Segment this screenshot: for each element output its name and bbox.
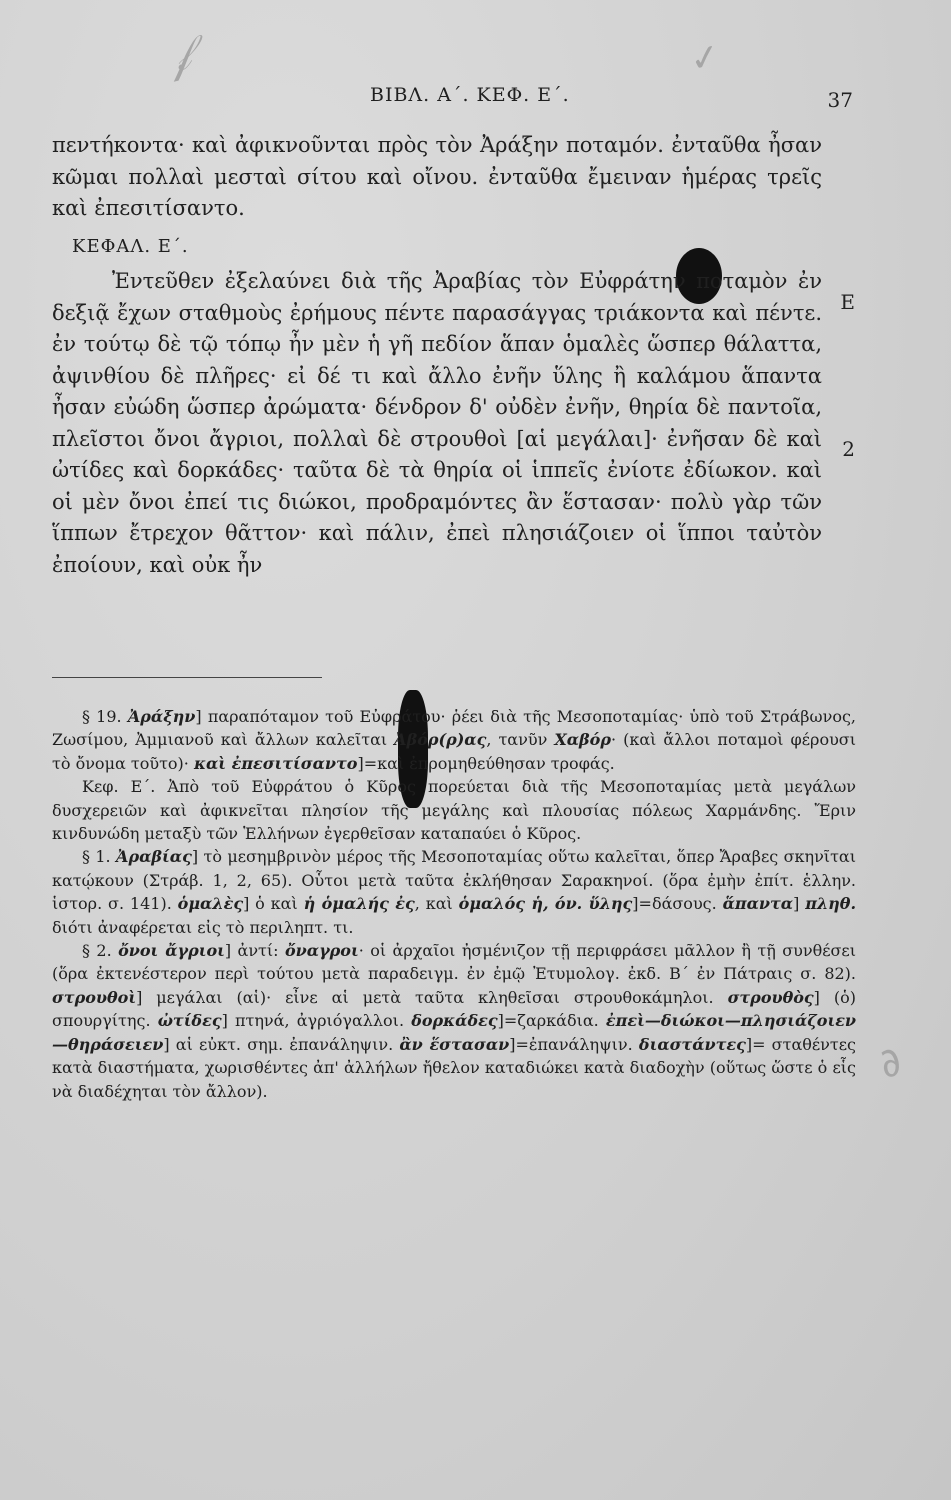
note-lemma: Ἀβόρ(ρ)ας: [394, 730, 487, 750]
note-text: ] ὁ καὶ: [243, 894, 304, 914]
footnote-rule: [52, 677, 322, 678]
note-ref: § 1.: [82, 847, 111, 867]
note-lemma: Ἀράξην: [127, 707, 196, 726]
note-text: ] τὸ μεσημβρινὸν μέρος τῆς Μεσοποταμίας οὕτω καλεῖται, ὅπερ Ἄραβες σκηνῖται κατῴκουν (Στράβ. 1, 2, 65). Οὗτοι μετὰ ταῦτα ἐκλήθησαν Σαρακηνοί. (ὅρα ἐμὴν ἐπίτ. ἑλλην. ἱστορ. σ. 141).: [52, 847, 857, 914]
margin-mark-2: 2: [842, 437, 855, 461]
note-paragraph: [52, 939, 856, 1103]
note-text: ] αἱ εὐκτ. σημ. ἐπανάληψιν.: [163, 1034, 400, 1054]
note-lemma: ἐπεὶ—διώκοι—πλησιάζοιεν—θηράσειεν: [52, 1011, 857, 1054]
main-text-continuation: πεντήκοντα· καὶ ἀφικνοῦνται πρὸς τὸν Ἀράξην ποταμόν. ἐνταῦθα ἦσαν κῶμαι πολλαὶ μεσταὶ σίτου καὶ οἴνου. ἐνταῦθα ἔμειναν ἡμέρας τρεῖς καὶ ἐπεσιτίσαντο.: [52, 133, 822, 220]
pencil-scribble-top-right: ✓: [686, 35, 724, 82]
note-lemma: στρουθοὶ: [52, 987, 137, 1007]
note-lemma: ὄνοι ἄγριοι: [118, 941, 225, 961]
note-lemma: καὶ ἐπεσιτίσαντο: [193, 753, 358, 773]
note-text: ] (ὁ) σπουργίτης.: [52, 987, 856, 1031]
note-paragraph: [52, 845, 856, 939]
note-ref: § 19.: [82, 707, 122, 726]
main-text: [52, 130, 822, 581]
note-ref: § 2.: [82, 941, 112, 961]
note-text: , καὶ: [414, 894, 459, 914]
note-lemma: ἅπαντα: [722, 894, 794, 914]
note-lemma: Ἀραβίας: [116, 847, 192, 867]
note-lemma: διαστάντες: [638, 1034, 746, 1054]
note-text: · (καὶ ἄλλοι ποταμοὶ φέρουσι τὸ ὄνομα τοῦτο)·: [52, 730, 856, 773]
note-text: Ἀπὸ τοῦ Εὐφράτου ὁ Κῦρος πορεύεται διὰ τῆς Μεσοποταμίας μετὰ μεγάλων δυσχερειῶν καὶ ἀφικνεῖται πλησίον τῆς μεγάλης καὶ πλουσίας πόλεως Χαρμάνδης. Ἔριν κινδυνώδη μεταξὺ τῶν Ἑλλήνων ἐγερθεῖσαν καταπαύει ὁ Κῦρος.: [52, 777, 856, 844]
pencil-scribble-top-left: 𝒻: [164, 28, 196, 83]
note-text: ]=δάσους.: [632, 894, 723, 914]
note-text: ]= σταθέντες κατὰ διαστήματα, χωρισθέντες ἀπ' ἀλλήλων ἤθελον καταδιώκει κατὰ διαδοχὴν (οὕτως ὥστε ὁ εἷς νὰ διαδέχηται τὸν ἄλλον).: [52, 1034, 857, 1101]
note-lemma: ὁμαλός ἡ, όν. ὕλης: [458, 894, 633, 914]
note-lemma: ὁμαλὲς: [177, 894, 244, 914]
note-text: ]=καὶ ἐπρομηθεύθησαν τροφάς.: [357, 753, 615, 773]
note-text: ] μεγάλαι (αἱ)· εἶνε αἱ μετὰ ταῦτα κληθεῖσαι στρουθοκάμηλοι.: [136, 987, 728, 1007]
running-header-title: ΒΙΒΛ. Α΄. ΚΕΦ. Ε΄.: [370, 84, 570, 106]
note-lemma: Χαβόρ: [554, 730, 611, 750]
note-paragraph: [52, 705, 856, 775]
note-lemma: πληθ.: [805, 894, 857, 914]
note-text: ] παραπόταμον τοῦ Εὐφράτου· ῥέει διὰ τῆς Μεσοποταμίας· ὑπὸ τοῦ Στράβωνος, Ζωσίμου, Ἀμμιανοῦ καὶ ἄλλων καλεῖται: [52, 707, 857, 750]
chapter-heading: ΚΕΦΑΛ. Ε΄.: [72, 235, 189, 257]
note-lemma: ἂν ἕστασαν: [399, 1034, 510, 1054]
note-text: ] ἀντί:: [224, 941, 285, 961]
note-text: ] πτηνά, ἀγριόγαλλοι.: [221, 1011, 412, 1031]
note-text: ]=ἐπανάληψιν.: [509, 1034, 639, 1054]
note-paragraph: [52, 775, 856, 845]
note-text: ]: [793, 894, 806, 914]
note-ref: Κεφ. Ε΄.: [82, 777, 156, 797]
note-lemma: ἡ ὁμαλής ἐς: [303, 894, 415, 914]
note-text: ]=ζαρκάδια.: [497, 1011, 606, 1031]
note-lemma: στρουθὸς: [727, 987, 814, 1007]
pencil-scribble-right-margin: ∂: [872, 1037, 909, 1089]
note-text: · οἱ ἀρχαῖοι ἠσμένιζον τῇ περιφράσει μᾶλλον ἢ τῇ συνθέσει (ὅρα ἐκτενέστερον περὶ τούτου μετὰ παραδειγμ. ἐν ἐμῷ Ἐτυμολογ. ἐκδ. Β΄ ἐν Πάτραις σ. 82).: [52, 941, 856, 984]
page-number: 37: [827, 88, 853, 112]
note-lemma: ὄναγροι: [285, 941, 359, 961]
running-header: [0, 84, 951, 114]
note-lemma: ὠτίδες: [157, 1011, 222, 1031]
note-text: , τανῦν: [486, 730, 555, 750]
note-text: διότι ἀναφέρεται εἰς τὸ περιληπτ. τι.: [52, 917, 354, 937]
note-lemma: δορκάδες: [411, 1011, 498, 1031]
margin-mark-e: Ε: [840, 290, 855, 314]
chapter-text: Ἐντεῦθεν ἐξελαύνει διὰ τῆς Ἀραβίας τὸν Εὐφράτην ποταμὸν ἐν δεξιᾷ ἔχων σταθμοὺς ἐρήμους πέντε παρασάγγας τριάκοντα καὶ πέντε. ἐν τούτῳ δὲ τῷ τόπῳ ἦν μὲν ἡ γῆ πεδίον ἅπαν ὁμαλὲς ὥσπερ θάλαττα, ἀψινθίου δὲ πλῆρες· εἰ δέ τι καὶ ἄλλο ἐνῆν ὕλης ἢ καλάμου ἅπαντα ἦσαν εὐώδη ὥσπερ ἀρώματα· δένδρον δ' οὐδὲν ἐνῆν, θηρία δὲ παντοῖα, πλεῖστοι ὄνοι ἄγριοι, πολλαὶ δὲ στρουθοὶ [αἱ μεγάλαι]· ἐνῆσαν δὲ καὶ ὠτίδες καὶ δορκάδες· ταῦτα δὲ τὰ θηρία οἱ ἱππεῖς ἐνίοτε ἐδίωκον. καὶ οἱ μὲν ὄνοι ἐπεί τις διώκοι, προδραμόντες ἂν ἕστασαν· πολὺ γὰρ τῶν ἵππων ἔτρεχον θᾶττον· καὶ πάλιν, ἐπεὶ πλησιάζοιεν οἱ ἵπποι ταὐτὸν ἐποίουν, καὶ οὐκ ἦν: [52, 269, 822, 577]
commentary-notes: [52, 705, 856, 1103]
